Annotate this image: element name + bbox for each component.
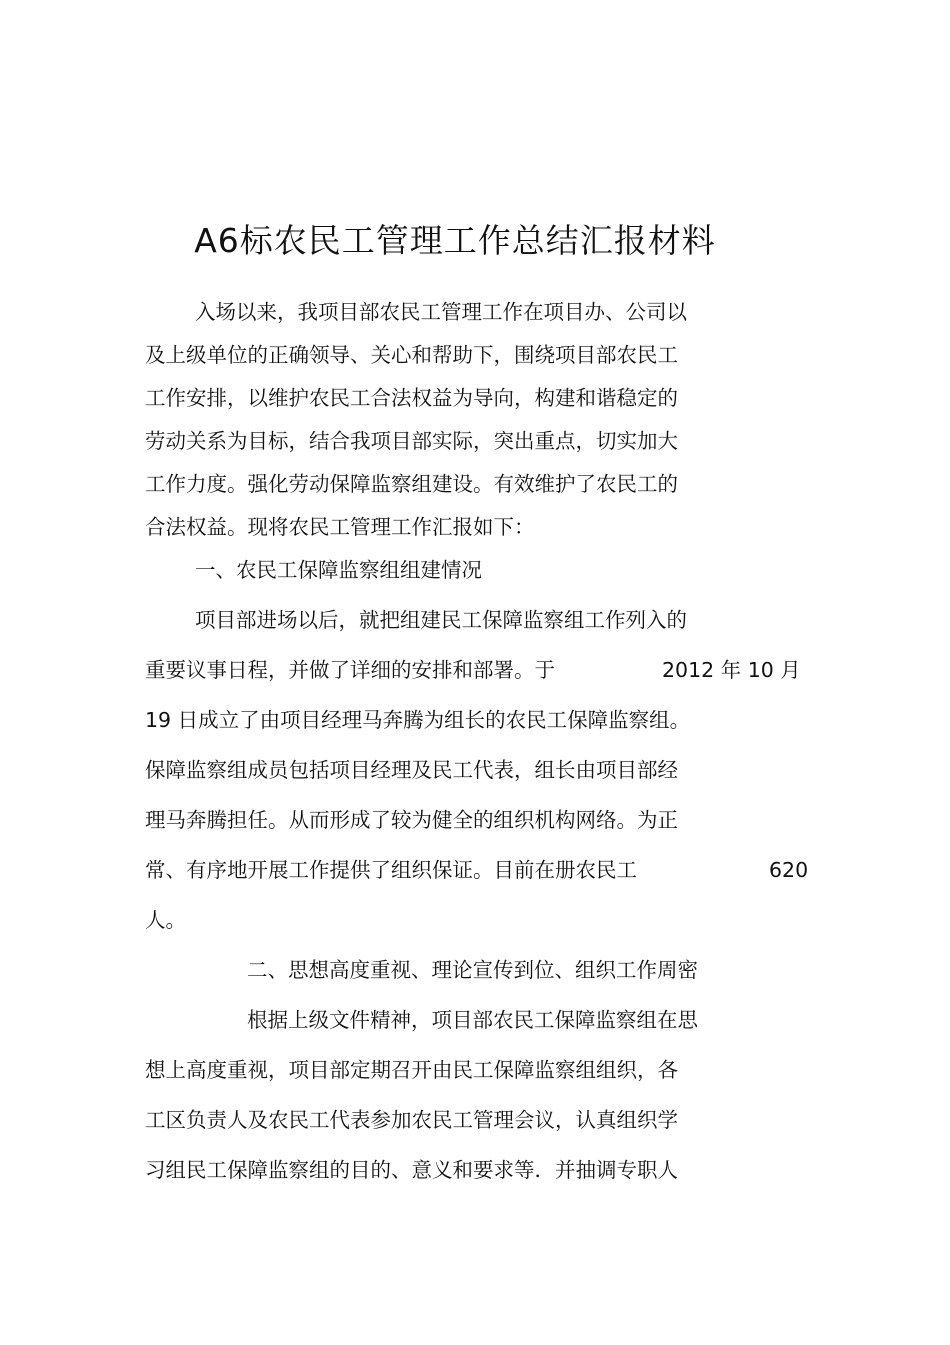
paragraph-2-line-3: 19 日成立了由项目经理马奔腾为组长的农民工保障监察组。	[145, 708, 691, 732]
section-1-heading: 一、农民工保障监察组组建情况	[195, 558, 482, 582]
paragraph-3-line-2: 想上高度重视，项目部定期召开由民工保障监察组组织，各	[145, 1058, 678, 1082]
paragraph-1-line-2: 及上级单位的正确领导、关心和帮助下，围绕项目部农民工	[145, 343, 678, 367]
paragraph-2-line-4: 保障监察组成员包括项目经理及民工代表，组长由项目部经	[145, 758, 678, 782]
paragraph-3-line-3: 工区负责人及农民工代表参加农民工管理会议，认真组织学	[145, 1108, 678, 1132]
paragraph-3-line-1: 根据上级文件精神，项目部农民工保障监察组在思	[247, 1008, 698, 1032]
paragraph-2-date: 2012 年 10 月	[662, 658, 801, 682]
paragraph-1-line-1: 入场以来，我项目部农民工管理工作在项目办、公司以	[195, 300, 687, 324]
paragraph-2-worker-count: 620	[769, 858, 809, 882]
paragraph-2-line-6: 常、有序地开展工作提供了组织保证。目前在册农民工	[145, 858, 637, 882]
paragraph-2-line-5: 理马奔腾担任。从而形成了较为健全的组织机构网络。为正	[145, 808, 678, 832]
paragraph-1-line-4: 劳动关系为目标，结合我项目部实际，突出重点，切实加大	[145, 429, 678, 453]
paragraph-2-line-7: 人。	[145, 908, 186, 932]
paragraph-2-line-2: 重要议事日程，并做了详细的安排和部署。于	[145, 658, 555, 682]
paragraph-1-line-3: 工作安排，以维护农民工合法权益为导向，构建和谐稳定的	[145, 386, 678, 410]
paragraph-1-line-6: 合法权益。现将农民工管理工作汇报如下：	[145, 515, 535, 539]
section-2-heading: 二、思想高度重视、理论宣传到位、组织工作周密	[247, 958, 698, 982]
paragraph-1-line-5: 工作力度。强化劳动保障监察组建设。有效维护了农民工的	[145, 472, 678, 496]
document-title: A6标农民工管理工作总结汇报材料	[194, 221, 716, 261]
paragraph-3-line-4: 习组民工保障监察组的目的、意义和要求等．并抽调专职人	[145, 1158, 678, 1182]
paragraph-2-line-1: 项目部进场以后，就把组建民工保障监察组工作列入的	[195, 608, 687, 632]
